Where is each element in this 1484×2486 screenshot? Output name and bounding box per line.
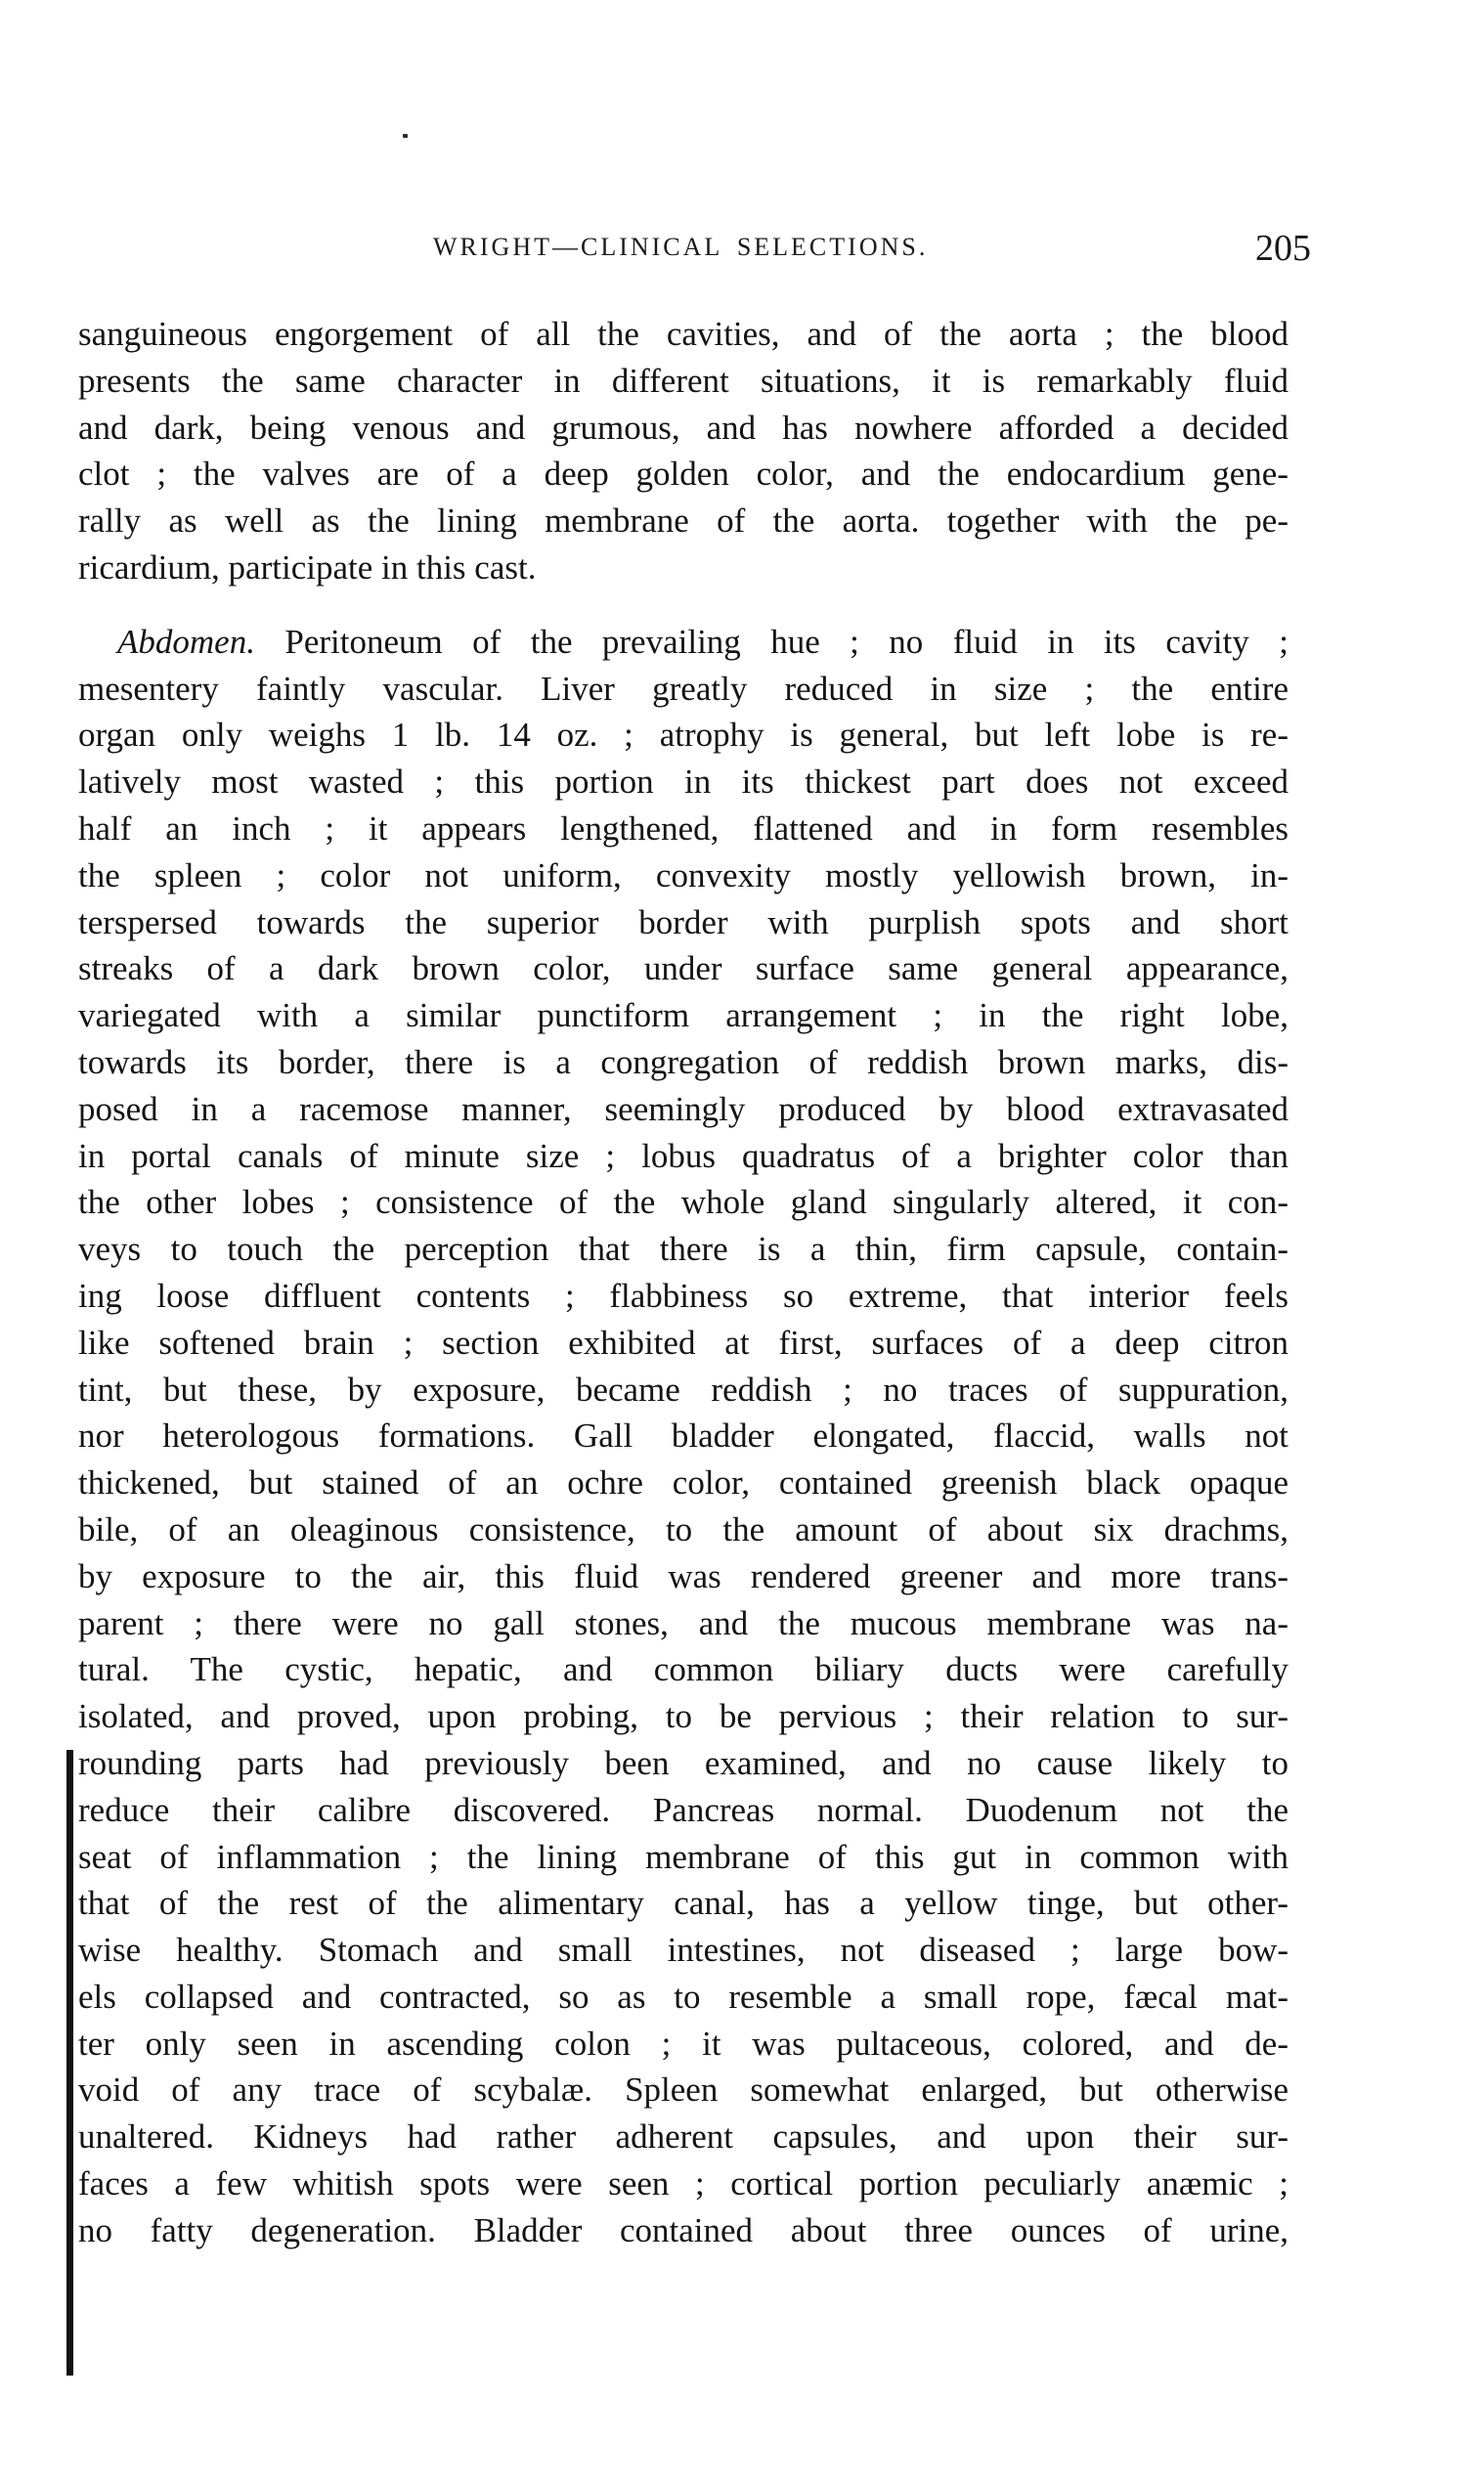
text-line: parent ; there were no gall stones, and the mucous membrane was na- — [78, 1603, 1288, 1642]
text-line: towards its border, there is a congregation of reddish brown marks, dis- — [78, 1042, 1288, 1081]
text-line: sanguineous engorgement of all the cavities, and of the aorta ; the blood — [78, 315, 1288, 353]
text-line: nor heterologous formations. Gall bladder elongated, flaccid, walls not — [78, 1417, 1288, 1456]
text-line: wise healthy. Stomach and small intestines, not diseased ; large bow- — [78, 1931, 1288, 1970]
text-line: bile, of an oleaginous consistence, to the amount of about six drachms, — [78, 1509, 1288, 1548]
text-line: terspersed towards the superior border with purplish spots and short — [78, 902, 1288, 941]
text-line — [78, 619, 1288, 666]
text-line: tint, but these, by exposure, became reddish ; no traces of suppuration, — [78, 1370, 1288, 1409]
text-line: reduce their calibre discovered. Pancreas normal. Duodenum not the — [78, 1790, 1288, 1829]
text-line: presents the same character in different situations, it is remarkably fluid — [78, 361, 1288, 400]
binding-edge-mark — [66, 1750, 73, 2376]
running-head: WRIGHT—CLINICAL SELECTIONS. — [433, 233, 929, 261]
text-line: rounding parts had previously been examined, and no cause likely to — [78, 1743, 1288, 1782]
text-line: organ only weighs 1 lb. 14 oz. ; atrophy is general, but left lobe is re- — [78, 716, 1288, 755]
text-line: like softened brain ; section exhibited at first, surfaces of a deep citron — [78, 1323, 1288, 1362]
text-line: latively most wasted ; this portion in its thickest part does not exceed — [78, 763, 1288, 802]
paragraph-gap — [78, 591, 1288, 619]
paragraph-1 — [78, 311, 1288, 591]
text-line: half an inch ; it appears lengthened, flattened and in form resembles — [78, 808, 1288, 848]
text-line: in portal canals of minute size ; lobus quadratus of a brighter color than — [78, 1136, 1288, 1175]
section-heading-abdomen: Abdomen. — [117, 622, 255, 661]
text-line: clot ; the valves are of a deep golden color, and the endocardium gene- — [78, 455, 1288, 494]
text-line: no fatty degeneration. Bladder contained about three ounces of urine, — [78, 2210, 1288, 2249]
text-line: els collapsed and contracted, so as to resemble a small rope, fæcal mat- — [78, 1977, 1288, 2016]
text-line: streaks of a dark brown color, under surface same general appearance, — [78, 949, 1288, 988]
page-number: 205 — [1255, 228, 1311, 269]
text-line: rally as well as the lining membrane of the aorta. together with the pe- — [78, 502, 1288, 541]
text-line-rest: Peritoneum of the prevailing hue ; no fluid in its cavity ; — [284, 622, 1288, 661]
text-line: the other lobes ; consistence of the whole gland singularly altered, it con- — [78, 1183, 1288, 1222]
text-line: mesentery faintly vascular. Liver greatly reduced in size ; the entire — [78, 669, 1288, 708]
text-line: the spleen ; color not uniform, convexity mostly yellowish brown, in- — [78, 855, 1288, 894]
text-line: veys to touch the perception that there is a thin, firm capsule, contain- — [78, 1230, 1288, 1269]
text-line: thickened, but stained of an ochre color, contained greenish black opaque — [78, 1463, 1288, 1503]
text-line: tural. The cystic, hepatic, and common biliary ducts were carefully — [78, 1650, 1288, 1689]
paragraph-2 — [78, 619, 1288, 2254]
text-line: that of the rest of the alimentary canal, has a yellow tinge, but other- — [78, 1884, 1288, 1923]
text-line: ricardium, participate in this cast. — [78, 547, 537, 587]
body-text — [78, 311, 1288, 2254]
text-line: void of any trace of scybalæ. Spleen somewhat enlarged, but otherwise — [78, 2071, 1288, 2110]
text-line: seat of inflammation ; the lining membrane of this gut in common with — [78, 1837, 1288, 1876]
text-line: ing loose diffluent contents ; flabbiness so extreme, that interior feels — [78, 1276, 1288, 1315]
text-line: by exposure to the air, this fluid was rendered greener and more trans- — [78, 1556, 1288, 1595]
text-line: ter only seen in ascending colon ; it was pultaceous, colored, and de- — [78, 2024, 1288, 2063]
text-line: unaltered. Kidneys had rather adherent capsules, and upon their sur- — [78, 2117, 1288, 2157]
text-line: and dark, being venous and grumous, and has nowhere afforded a decided — [78, 408, 1288, 447]
text-line: faces a few whitish spots were seen ; cortical portion peculiarly anæmic ; — [78, 2164, 1288, 2203]
ink-speck — [403, 134, 408, 138]
text-line: isolated, and proved, upon probing, to be pervious ; their relation to sur- — [78, 1697, 1288, 1736]
text-line: posed in a racemose manner, seemingly produced by blood extravasated — [78, 1089, 1288, 1128]
text-line: variegated with a similar punctiform arrangement ; in the right lobe, — [78, 996, 1288, 1035]
